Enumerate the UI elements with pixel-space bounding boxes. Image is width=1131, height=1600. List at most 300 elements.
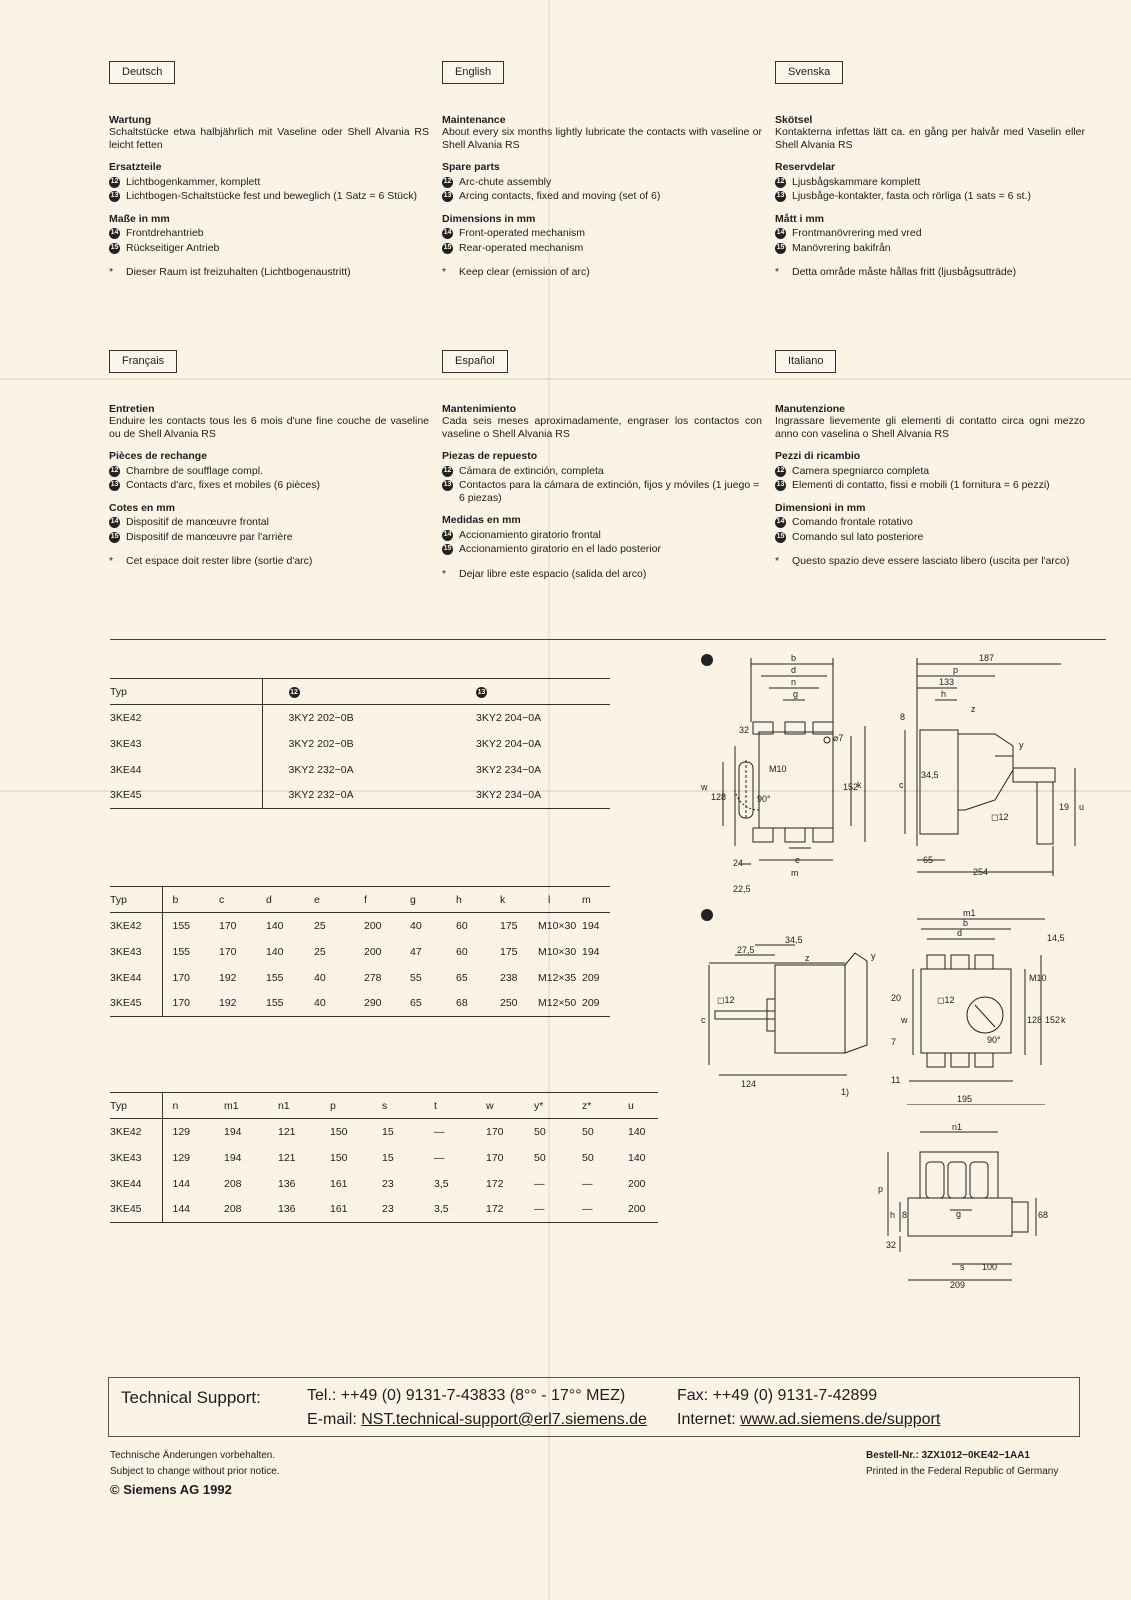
cell: 144 (162, 1197, 214, 1223)
cell: 200 (364, 919, 382, 932)
copyright: © Siemens AG 1992 (110, 1482, 232, 1497)
cell: 172 (476, 1197, 524, 1223)
dim-15-text: Rückseitiger Antrieb (126, 241, 220, 254)
badge-14-icon: 14 (109, 228, 120, 239)
cell: 155 (266, 971, 284, 984)
spare-12-text: Chambre de soufflage compl. (126, 464, 263, 477)
footer-changes-de: Technische Änderungen vorbehalten. (110, 1450, 276, 1461)
cell: — (524, 1197, 572, 1223)
lang-section-deutsch (109, 61, 429, 279)
badge-12-icon: 12 (775, 466, 786, 477)
dimensions-title: Medidas en mm (442, 514, 521, 526)
dim-d: d (957, 928, 963, 938)
dim-7: 7 (891, 1037, 897, 1047)
support-fax: Fax: ++49 (0) 9131-7-42899 (677, 1387, 878, 1404)
dim-34-5: 34,5 (921, 770, 939, 780)
cell: 47 (410, 945, 422, 958)
dim-h: h (941, 689, 947, 699)
asterisk: * (775, 555, 780, 567)
spare-parts-title: Spare parts (442, 161, 500, 173)
dim-k: k (1061, 1015, 1066, 1025)
table-header-row (110, 887, 610, 913)
lang-section-english (442, 61, 762, 279)
table-header-row (110, 1093, 658, 1119)
cell: 194 (582, 945, 600, 958)
col-header: Typ (110, 1093, 162, 1119)
switch-top (920, 1152, 998, 1198)
spare-parts-title: Reservdelar (775, 161, 836, 173)
cell: 15 (382, 1151, 394, 1164)
maintenance-text: About every six months lightly lubricate the contacts with vaseline or Shell Alvania RS (442, 126, 762, 151)
dim-z: z (971, 704, 976, 714)
cell: 150 (330, 1151, 348, 1164)
cell-typ: 3KE44 (110, 757, 262, 783)
dimensions-title: Mått i mm (775, 212, 825, 225)
cell: 170 (486, 1151, 504, 1164)
dim-15-text: Accionamiento giratorio en el lado posterior (459, 543, 661, 555)
cell: 172 (486, 1177, 504, 1190)
spare-13-text: Contactos para la cámara de extinción, fijos y móviles (1 juego = 6 piezas) (459, 479, 760, 504)
table-row (110, 757, 610, 783)
rear-shaft (715, 1011, 775, 1019)
arc-note: Cet espace doit rester libre (sortie d'arc) (126, 555, 313, 567)
spare-12-text: Cámara de extinción, completa (459, 464, 604, 477)
dim-8: 8 (902, 1210, 908, 1220)
maintenance-text: Schaltstücke etwa halbjährlich mit Vaseline oder Shell Alvania RS leicht fetten (109, 126, 429, 151)
internet-prefix: Internet: (677, 1411, 741, 1428)
maintenance-text: Enduire les contacts tous les 6 mois d'une fine couche de vaseline ou de Shell Alvania RS (109, 415, 429, 440)
dimensions-title: Maße in mm (109, 212, 170, 225)
cell: 175 (500, 945, 518, 958)
cell-typ: 3KE43 (110, 731, 262, 757)
dim-14-text: Front-operated mechanism (459, 227, 586, 239)
asterisk: * (109, 266, 114, 278)
cell: 23 (382, 1177, 394, 1190)
cell: 40 (304, 991, 354, 1017)
cell: 140 (628, 1125, 646, 1138)
cell: 208 (224, 1177, 242, 1190)
cell: — (434, 1151, 445, 1164)
dim-b: b (963, 918, 969, 928)
dim-19: 19 (1059, 802, 1070, 812)
dim-209: 209 (950, 1280, 966, 1290)
arc-note: Detta område måste hållas fritt (ljusbågsutträde) (792, 266, 1017, 278)
dimensions-title: Dimensions in mm (442, 212, 536, 225)
dim-15-text: Dispositif de manœuvre par l'arrière (126, 530, 293, 543)
col-header: m (578, 887, 610, 913)
cell: 192 (209, 991, 256, 1017)
dim-254: 254 (973, 867, 989, 877)
table-header-row (110, 679, 610, 705)
cell: 140 (266, 945, 284, 958)
cell: 3KE44 (110, 965, 162, 991)
switch-body-side-rear (775, 965, 845, 1053)
cell: 250 (490, 991, 538, 1017)
lang-section-espanol (442, 350, 762, 580)
col-header: z* (572, 1093, 626, 1119)
dim-22-5: 22,5 (733, 884, 751, 894)
spare-13-text: Lichtbogen-Schaltstücke fest und beweglich (1 Satz = 6 Stück) (126, 190, 417, 202)
spare-parts-title: Piezas de repuesto (442, 450, 538, 462)
cell: 25 (314, 919, 326, 932)
maintenance-title: Wartung (109, 113, 152, 126)
spare-13-text: Arcing contacts, fixed and moving (set of 6) (459, 190, 661, 202)
dim-thread: M10 (769, 764, 787, 774)
dim-24: 24 (733, 858, 744, 868)
footnote-1: 1) (841, 1087, 850, 1097)
cell: 200 (628, 1177, 646, 1190)
printed-in: Printed in the Federal Republic of Germany (866, 1466, 1059, 1477)
lang-tag: Svenska (775, 61, 843, 84)
spare-13-text: Ljusbåge-kontakter, fasta och rörliga (1 sats = 6 st.) (792, 190, 1031, 202)
cell: 3KE43 (110, 939, 162, 965)
spare-parts-title: Pezzi di ricambio (775, 450, 861, 462)
cell: 194 (224, 1151, 242, 1164)
dim-y: y (871, 951, 876, 961)
badge-15-icon: 15 (109, 243, 120, 254)
footer-changes-en: Subject to change without prior notice. (110, 1466, 280, 1477)
cell: 209 (578, 991, 610, 1017)
arc-note: Questo spazio deve essere lasciato libero (uscita per l'arco) (792, 555, 1070, 567)
cell: M12×35 (538, 971, 577, 984)
dim-n: n (791, 677, 797, 687)
badge-14-icon: 14 (775, 517, 786, 528)
cell: M10×30 (538, 945, 577, 958)
lang-tag: Español (442, 350, 508, 373)
dim-u: u (1079, 802, 1085, 812)
cell: 60 (456, 919, 468, 932)
table-row (110, 1197, 658, 1223)
dim-c: c (899, 780, 904, 790)
dim-27-5: 27,5 (737, 945, 755, 955)
col-header: n1 (268, 1093, 320, 1119)
cell: 65 (456, 971, 468, 984)
col-header: h (446, 887, 490, 913)
badge-15-icon: 15 (775, 243, 786, 254)
spare-parts-table (110, 678, 610, 809)
cell: 194 (224, 1125, 242, 1138)
badge-15-text: 15 (704, 913, 712, 920)
dim-square-12-front: ◻12 (937, 995, 955, 1005)
section-divider (110, 639, 1106, 640)
cell: 208 (214, 1197, 268, 1223)
spare-12-text: Camera spegniarco completa (792, 464, 930, 477)
spare-13-text: Elementi di contatto, fissi e mobili (1 fornitura = 6 pezzi) (792, 479, 1050, 491)
dim-152: 152 (1045, 1015, 1061, 1025)
dim-thread-m10: M10 (1029, 973, 1047, 983)
support-title: Technical Support: (121, 1388, 261, 1407)
cell-part-13: 3KY2 204−0A (476, 737, 542, 750)
lang-tag: English (442, 61, 504, 84)
arc-note: Keep clear (emission of arc) (459, 266, 590, 278)
cell: M12×50 (538, 991, 578, 1017)
cell: 3KE42 (110, 913, 162, 939)
badge-14-icon: 14 (442, 228, 453, 239)
dim-65: 65 (923, 855, 934, 865)
badge-12-icon: 12 (290, 689, 298, 696)
col-header: w (476, 1093, 524, 1119)
dimensions-title: Dimensioni in mm (775, 501, 866, 514)
badge-13-icon: 13 (775, 480, 786, 491)
dim-15-text: Rear-operated mechanism (459, 241, 584, 254)
support-internet-line (677, 1411, 940, 1429)
dim-14-text: Frontmanövrering med vred (792, 227, 922, 239)
cell: 40 (314, 971, 326, 984)
badge-13-icon: 13 (442, 191, 453, 202)
drawing-front-operated (695, 650, 1095, 900)
cell: 136 (268, 1197, 320, 1223)
badge-12-icon: 12 (442, 466, 453, 477)
dim-187: 187 (979, 653, 995, 663)
table-row (110, 1171, 658, 1197)
cell-part-12: 3KY2 232−0A (262, 783, 476, 809)
dim-128: 128 (1027, 1015, 1043, 1025)
dim-c: c (701, 1015, 706, 1025)
cell: 161 (320, 1197, 372, 1223)
dim-14-text: Frontdrehantrieb (126, 227, 204, 239)
col-header: e (304, 887, 354, 913)
cell: 3KE45 (110, 991, 162, 1017)
arc-note: Dejar libre este espacio (salida del arco) (459, 567, 647, 580)
dim-15-text: Comando sul lato posteriore (792, 530, 924, 543)
cell: 3,5 (434, 1177, 449, 1190)
cell-part-12: 3KY2 202−0B (288, 711, 354, 724)
badge-13-icon: 13 (775, 191, 786, 202)
drawing-14-labels (700, 653, 1084, 894)
cell: 121 (278, 1151, 296, 1164)
cell: 3KE42 (110, 1119, 162, 1145)
dim-68: 68 (1038, 1210, 1049, 1220)
col-header: y* (524, 1093, 572, 1119)
col-header-13 (476, 679, 610, 705)
switch-body-front (759, 732, 833, 828)
dim-14-text: Comando frontale rotativo (792, 516, 913, 528)
maintenance-text: Ingrassare lievemente gli elementi di contatto circa ogni mezzo anno con vaselina o Shell Alvania RS (775, 415, 1085, 440)
table-row (110, 1145, 658, 1171)
email-prefix: E-mail: (307, 1411, 362, 1428)
cell: 155 (172, 919, 191, 932)
badge-13-icon: 13 (109, 480, 120, 491)
footer-right (866, 1448, 1058, 1480)
spare-parts-title: Pièces de rechange (109, 450, 208, 462)
dim-y: y (1019, 740, 1024, 750)
badge-13-icon: 13 (109, 191, 120, 202)
support-email-line (307, 1411, 647, 1429)
cell: 25 (314, 945, 326, 958)
dim-square-12: ◻12 (991, 812, 1009, 822)
dim-152: 152 (843, 782, 859, 792)
dim-w: w (701, 782, 708, 792)
cell: 192 (219, 971, 237, 984)
support-internet-link[interactable]: www.ad.siemens.de/support (740, 1411, 941, 1428)
cell: 155 (256, 991, 304, 1017)
badge-12-icon: 12 (775, 177, 786, 188)
dim-g: g (793, 689, 799, 699)
col-header: m1 (214, 1093, 268, 1119)
cell: 194 (582, 919, 600, 932)
cell: 144 (172, 1177, 191, 1190)
table-row (110, 991, 610, 1017)
support-email-link[interactable]: NST.technical-support@erl7.siemens.de (361, 1411, 647, 1428)
dimension-table-2 (110, 1092, 658, 1223)
dim-14-text: Accionamiento giratorio frontal (459, 528, 601, 541)
maintenance-text: Kontakterna infettas lätt ca. en gång per halvår med Vaselin eller Shell Alvania RS (775, 126, 1085, 151)
col-header: s (372, 1093, 424, 1119)
col-header: u (626, 1093, 658, 1119)
dim-128: 128 (711, 792, 727, 802)
dim-m1: m1 (963, 908, 976, 918)
maintenance-text: Cada seis meses aproximadamente, engraser los contactos con vaseline o Shell Alvania RS (442, 415, 762, 440)
switch-body-side (920, 730, 958, 834)
badge-14-icon: 14 (775, 228, 786, 239)
cell: — (582, 1177, 593, 1190)
col-header: t (424, 1093, 476, 1119)
cell: 3KE45 (110, 1197, 162, 1223)
dim-d: d (791, 665, 797, 675)
dim-32: 32 (739, 725, 750, 735)
technical-support-box (108, 1377, 1080, 1437)
maintenance-title: Manutenzione (775, 402, 845, 415)
cell: 140 (628, 1151, 646, 1164)
order-number: Bestell-Nr.: 3ZX1012−0KE42−1AA1 (866, 1450, 1030, 1461)
dim-w: w (901, 1015, 908, 1025)
drawing-rear-operated (695, 905, 1095, 1105)
cell: — (572, 1197, 626, 1223)
dim-m: m (791, 868, 799, 878)
asterisk: * (775, 266, 780, 278)
cell-part-13: 3KY2 234−0A (476, 783, 610, 809)
col-header: f (354, 887, 400, 913)
maintenance-title: Mantenimiento (442, 402, 517, 415)
dim-g: g (956, 1209, 962, 1219)
dim-p: p (953, 665, 959, 675)
badge-13-icon: 13 (442, 480, 453, 491)
col-header: p (320, 1093, 372, 1119)
dim-195: 195 (957, 1094, 973, 1104)
badge-14-text: 14 (704, 658, 712, 665)
cell: 129 (172, 1125, 191, 1138)
col-header: k (490, 887, 538, 913)
dim-14-text: Dispositif de manœuvre frontal (126, 516, 269, 528)
table-row (110, 705, 610, 731)
cell: 170 (162, 991, 209, 1017)
dim-133: 133 (939, 677, 955, 687)
cell: 175 (500, 919, 518, 932)
cell-typ: 3KE42 (110, 705, 262, 731)
dim-11: 11 (891, 1075, 901, 1085)
table-row (110, 939, 610, 965)
cell: 50 (582, 1151, 594, 1164)
cell: 65 (400, 991, 446, 1017)
lang-tag: Italiano (775, 350, 836, 373)
asterisk: * (109, 555, 114, 567)
lang-tag: Deutsch (109, 61, 175, 84)
col-header: d (256, 887, 304, 913)
dim-20: 20 (891, 993, 902, 1003)
cell: — (434, 1125, 445, 1138)
badge-13-icon: 13 (477, 689, 486, 696)
col-header: l (538, 887, 578, 913)
lang-section-svenska (775, 61, 1085, 279)
drawing-bottom-view (860, 1122, 1060, 1292)
cell: 40 (410, 919, 422, 932)
badge-15-icon: 15 (775, 532, 786, 543)
table-row (110, 1119, 658, 1145)
dim-n1: n1 (952, 1122, 963, 1132)
table-row (110, 731, 610, 757)
dim-b: b (791, 653, 797, 663)
badge-12-icon: 12 (109, 177, 120, 188)
cell: 15 (382, 1125, 394, 1138)
cell: — (534, 1177, 545, 1190)
col-header: g (400, 887, 446, 913)
dim-s: s (960, 1262, 965, 1272)
spare-parts-title: Ersatzteile (109, 161, 162, 173)
cell: 161 (330, 1177, 348, 1190)
dim-h: h (890, 1210, 896, 1220)
cell-part-12: 3KY2 202−0B (288, 737, 354, 750)
cell: 55 (410, 971, 422, 984)
dim-square-12: ◻12 (717, 995, 735, 1005)
badge-15-icon: 15 (442, 544, 453, 555)
cell-part-13: 3KY2 204−0A (476, 711, 542, 724)
dim-angle: 90° (757, 794, 771, 804)
maintenance-title: Skötsel (775, 113, 813, 126)
cell: 150 (330, 1125, 348, 1138)
col-header: b (162, 887, 209, 913)
asterisk: * (442, 567, 447, 580)
cell: 170 (172, 971, 191, 984)
support-tel: Tel.: ++49 (0) 9131-7-43833 (8°° - 17°° MEZ) (307, 1387, 626, 1404)
col-header-12 (262, 679, 476, 705)
cell-part-12: 3KY2 232−0A (288, 763, 354, 776)
cell: 3KE44 (110, 1171, 162, 1197)
cell: 121 (278, 1125, 296, 1138)
asterisk: * (442, 266, 447, 278)
drawing-bottom-labels (878, 1122, 1048, 1290)
lang-section-italiano (775, 350, 1085, 568)
dim-z: z (805, 953, 810, 963)
badge-15-icon: 15 (442, 243, 453, 254)
spare-13-text: Contacts d'arc, fixes et mobiles (6 pièces) (126, 479, 320, 491)
cell: 170 (219, 945, 237, 958)
cell-typ: 3KE45 (110, 783, 262, 809)
maintenance-title: Entretien (109, 402, 155, 415)
cell: 50 (534, 1151, 546, 1164)
cell: 3,5 (424, 1197, 476, 1223)
cell: 136 (278, 1177, 296, 1190)
lang-section-francais (109, 350, 429, 568)
cell: 129 (172, 1151, 191, 1164)
dim-k: k (857, 780, 862, 790)
dimensions-title: Cotes en mm (109, 501, 175, 514)
cell: 170 (219, 919, 237, 932)
cell: 3KE43 (110, 1145, 162, 1171)
badge-14-icon: 14 (109, 517, 120, 528)
cell: 200 (364, 945, 382, 958)
dim-100: 100 (982, 1262, 998, 1272)
dim-p: p (878, 1184, 884, 1194)
dim-e: e (795, 855, 801, 865)
table-row (110, 913, 610, 939)
cell-part-13: 3KY2 234−0A (476, 763, 542, 776)
cell: 23 (372, 1197, 424, 1223)
cell: 238 (500, 971, 518, 984)
col-header: c (209, 887, 256, 913)
dimension-table-1 (110, 886, 610, 1017)
maintenance-title: Maintenance (442, 113, 506, 126)
dim-124: 124 (741, 1079, 757, 1089)
